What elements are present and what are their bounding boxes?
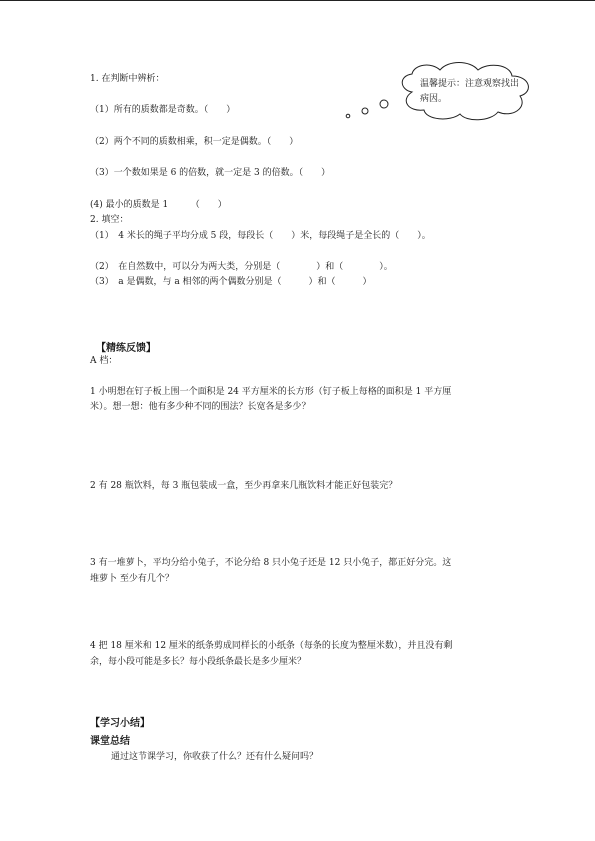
tip-text: 温馨提示：注意观察找出病因。 [420, 79, 520, 104]
practice-problem-3-line-2: 堆萝卜 至少有几个？ [90, 574, 174, 584]
judge-question-2: （2）两个不同的质数相乘，积一定是偶数。（ ） [90, 137, 299, 147]
summary-prompt: 通过这节课学习，你收获了什么？还有什么疑问吗？ [111, 752, 319, 762]
summary-heading: 【学习小结】 [90, 718, 150, 729]
fill-question-3: （3） a 是偶数，与 a 相邻的两个偶数分别是（ ）和（ ） [90, 277, 372, 287]
section1-title: 1. 在判断中辨析： [90, 74, 165, 84]
practice-problem-3-line-1: 3 有一堆萝卜，平均分给小兔子，不论分给 8 只小兔子还是 12 只小兔子，都正好分完。这 [90, 558, 452, 568]
judge-question-3: （3）一个数如果是 6 的倍数，就一定是 3 的倍数。（ ） [90, 168, 331, 178]
summary-subheading: 课堂总结 [90, 736, 130, 747]
practice-problem-2: 2 有 28 瓶饮料，每 3 瓶包装成一盒，至少再拿来几瓶饮料才能正好包装完？ [90, 481, 398, 491]
fill-question-2: （2） 在自然数中，可以分为两大类，分别是（ ）和（ ）。 [90, 262, 393, 272]
top-rule [0, 0, 595, 1]
section2-title: 2. 填空： [90, 215, 129, 225]
practice-problem-4-line-2: 余，每小段可能是多长？每小段纸条最长是多少厘米？ [90, 657, 307, 667]
judge-question-4: (4) 最小的质数是 1 （ ） [90, 200, 227, 210]
practice-level: A 档： [90, 356, 118, 366]
thought-bubble-dots-icon [340, 98, 390, 122]
practice-heading: 【精练反馈】 [96, 343, 156, 354]
practice-problem-4-line-1: 4 把 18 厘米和 12 厘米的纸条剪成同样长的小纸条（每条的长度为整厘米数），并且没有剩 [90, 641, 453, 651]
fill-question-1: （1） 4 米长的绳子平均分成 5 段，每段长（ ）米，每段绳子是全长的（ ）。 [90, 231, 431, 241]
judge-question-1: （1）所有的质数都是奇数。（ ） [90, 105, 236, 115]
practice-problem-1-line-1: 1 小明想在钉子板上围一个面积是 24 平方厘米的长方形（钉子板上每格的面积是 1 平方厘 [90, 387, 452, 397]
practice-problem-1-line-2: 米）。想一想：他有多少种不同的围法？长宽各是多少？ [90, 402, 311, 412]
